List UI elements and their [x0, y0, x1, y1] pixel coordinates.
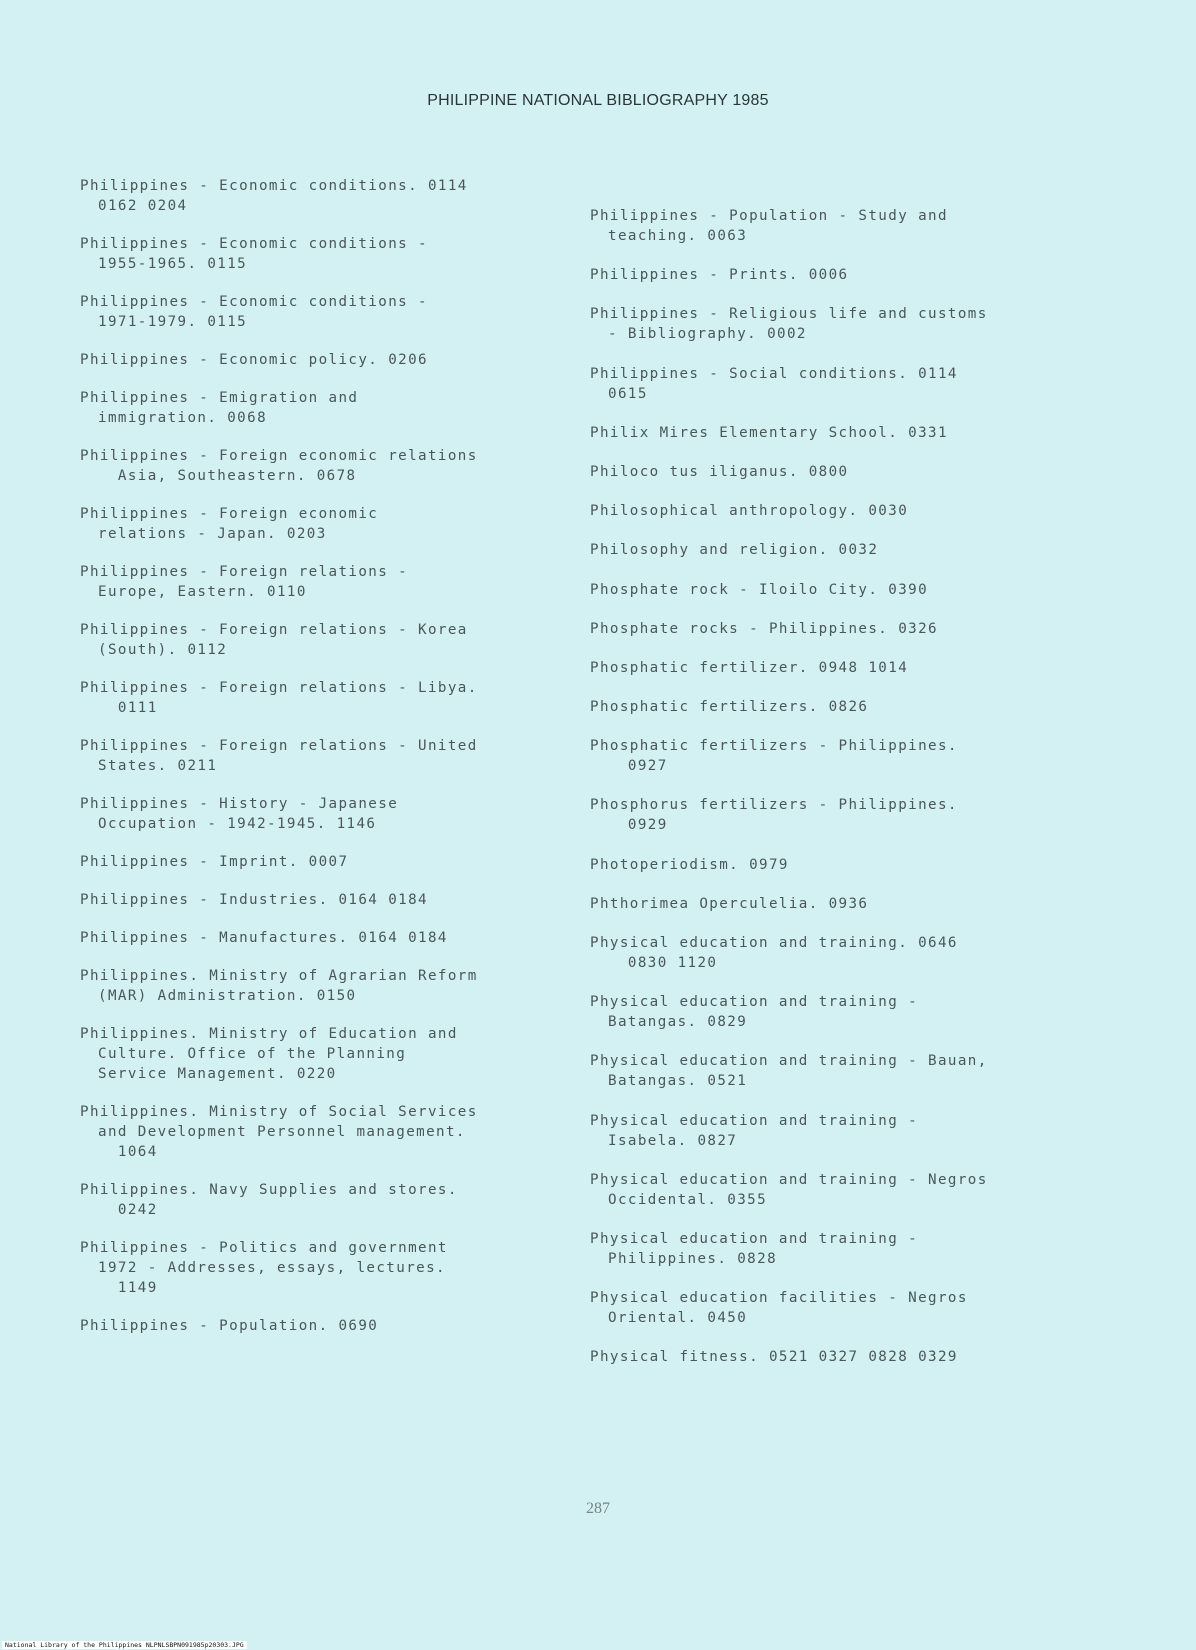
- index-entry: Philippines. Navy Supplies and stores. 0242: [80, 1182, 458, 1218]
- index-entry: Phosphatic fertilizers - Philippines. 0927: [590, 738, 958, 775]
- index-entry: Philippines - Foreign relations - Europe, Eastern. 0110: [80, 564, 409, 600]
- index-entry: Philippines - Population - Study and teaching. 0063: [590, 208, 948, 244]
- index-entry: Physical education and training - Bauan, Batangas. 0521: [590, 1053, 988, 1090]
- index-entry: Physical education and training - Batangas. 0829: [590, 994, 919, 1031]
- page-title: PHILIPPINE NATIONAL BIBLIOGRAPHY 1985: [427, 92, 769, 109]
- index-entry: Phosphatic fertilizers. 0826: [590, 699, 869, 716]
- index-entry: Phosphorus fertilizers - Philippines. 0929: [590, 797, 958, 834]
- index-entry: Philippines - Imprint. 0007: [80, 854, 349, 870]
- index-entry: Philippines - Population. 0690: [80, 1318, 379, 1334]
- index-entry: Philippines - Economic conditions - 1971-1979. 0115: [80, 294, 428, 330]
- index-entry: Philippines - History - Japanese Occupation - 1942-1945. 1146: [80, 796, 399, 832]
- index-entry: Philippines - Foreign relations - United States. 0211: [80, 738, 478, 774]
- index-entry: Philippines - Economic conditions - 1955-1965. 0115: [80, 236, 428, 272]
- index-entry: Philippines - Prints. 0006: [590, 267, 849, 284]
- index-entry: Philippines - Economic policy. 0206: [80, 352, 428, 368]
- index-entry: Philippines - Foreign relations - Korea (South). 0112: [80, 622, 468, 658]
- index-entry: Physical education and training - Isabela. 0827: [590, 1112, 919, 1149]
- scan-credit-label: National Library of the Philippines NLPNLSBPN091985p20303.JPG: [2, 1641, 247, 1649]
- index-entry: Philippines - Manufactures. 0164 0184: [80, 930, 448, 946]
- index-entry: Physical education facilities - Negros Oriental. 0450: [590, 1290, 968, 1327]
- index-column-left: [80, 176, 550, 1354]
- index-entry: Phosphatic fertilizer. 0948 1014: [590, 659, 909, 676]
- index-entry: Philippines - Foreign relations - Libya. 0111: [80, 680, 478, 716]
- index-entry: Phosphate rock - Iloilo City. 0390: [590, 581, 929, 598]
- index-entry: Philippines - Religious life and customs - Bibliography. 0002: [590, 306, 988, 343]
- index-entry: Photoperiodism. 0979: [590, 856, 789, 873]
- page-number: 287: [586, 1500, 610, 1517]
- index-entry: Philippines - Politics and government 1972 - Addresses, essays, lectures. 1149: [80, 1240, 448, 1296]
- index-entry: Philoco tus iliganus. 0800: [590, 463, 849, 480]
- index-entry: Philippines - Industries. 0164 0184: [80, 892, 428, 908]
- index-entry: Physical education and training. 0646 0830 1120: [590, 935, 958, 971]
- index-entry: Philippines - Economic conditions. 0114 0162 0204: [80, 178, 468, 214]
- index-entry: Philippines. Ministry of Social Services and Development Personnel management. 1064: [80, 1104, 478, 1160]
- index-entry: Phosphate rocks - Philippines. 0326: [590, 620, 938, 637]
- index-entry: Physical education and training - Negros Occidental. 0355: [590, 1171, 988, 1208]
- index-entry: Philix Mires Elementary School. 0331: [590, 424, 948, 441]
- index-entry: Philippines - Foreign economic relations Asia, Southeastern. 0678: [80, 448, 478, 484]
- index-entry: Physical education and training - Philippines. 0828: [590, 1230, 919, 1267]
- index-entry: Philippines - Emigration and immigration. 0068: [80, 390, 359, 426]
- index-column-right: [590, 206, 1060, 1387]
- index-entry: Physical fitness. 0521 0327 0828 0329: [590, 1349, 958, 1366]
- index-entry: Phthorimea Operculelia. 0936: [590, 895, 869, 912]
- index-entry: Philippines. Ministry of Education and Culture. Office of the Planning Service Management. 0220: [80, 1026, 458, 1082]
- index-entry: Philosophy and religion. 0032: [590, 542, 879, 559]
- index-entry: Philippines - Social conditions. 0114 0615: [590, 365, 958, 402]
- index-entry: Philippines - Foreign economic relations - Japan. 0203: [80, 506, 379, 542]
- index-entry: Philippines. Ministry of Agrarian Reform (MAR) Administration. 0150: [80, 968, 478, 1004]
- index-entry: Philosophical anthropology. 0030: [590, 503, 909, 520]
